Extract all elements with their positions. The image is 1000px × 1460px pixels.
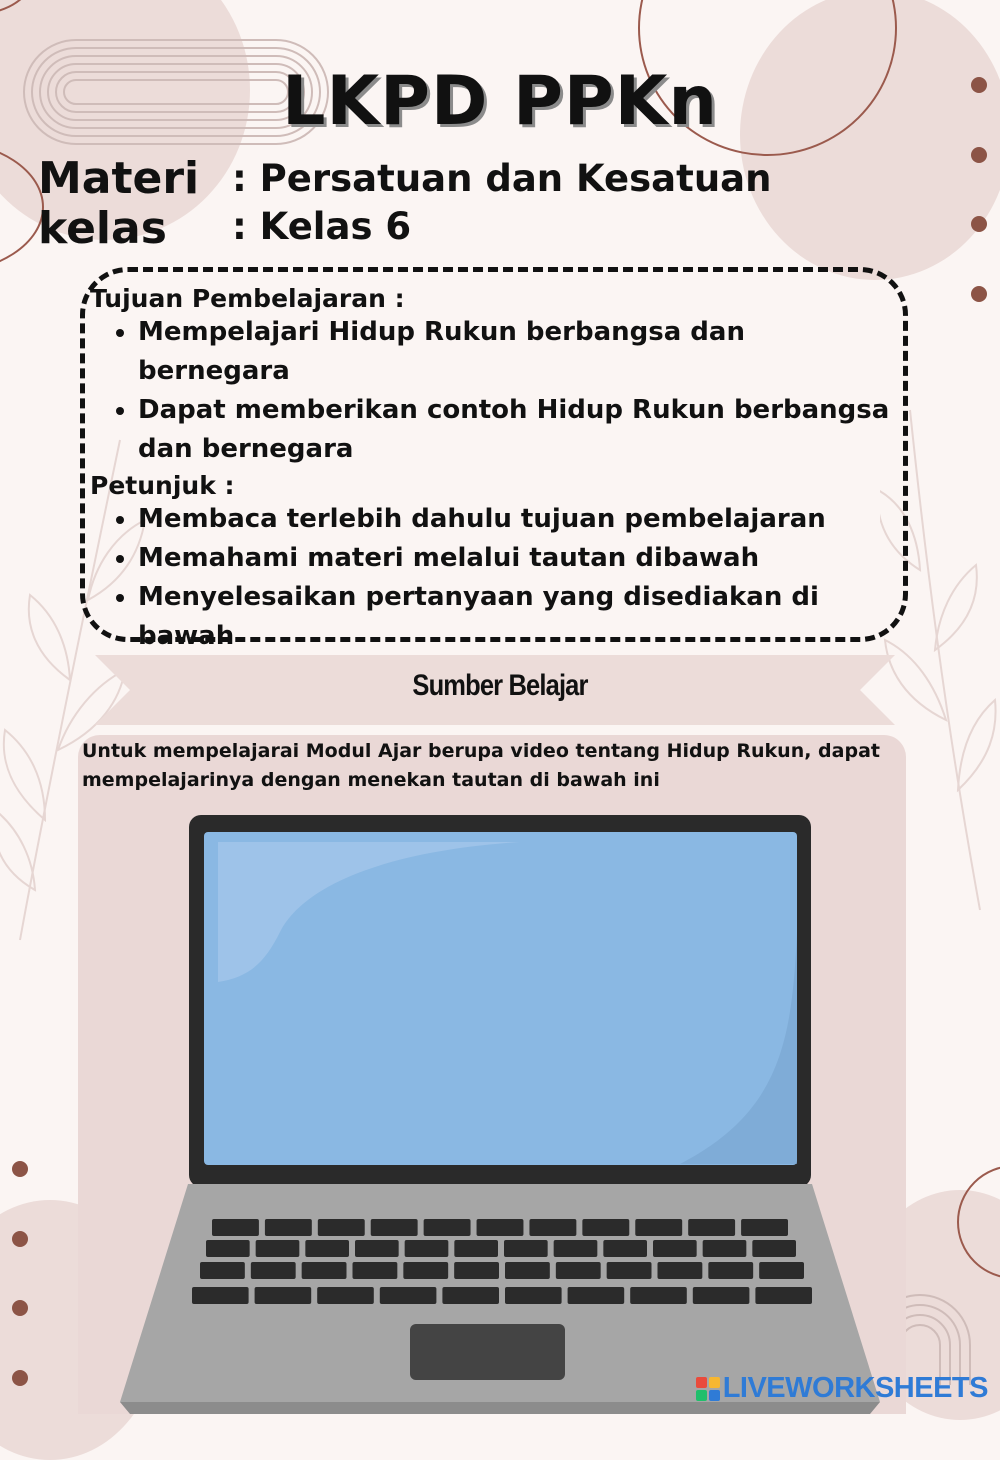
tujuan-heading: Tujuan Pembelajaran : [90,284,405,313]
liveworksheets-logo-icon [696,1377,720,1401]
laptop-illustration[interactable] [120,812,880,1414]
decor-dot [12,1161,28,1177]
decor-dot [12,1370,28,1386]
decor-dot [12,1231,28,1247]
learning-objectives-content [90,284,905,656]
list-item: • Memahami materi melalui tautan dibawah [138,539,905,578]
petunjuk-list [90,500,905,656]
tujuan-list [90,313,905,469]
sumber-belajar-heading: Sumber Belajar [412,669,588,702]
materi-label: Materi [38,153,200,204]
liveworksheets-wordmark: LIVEWORKSHEETS [722,1372,988,1404]
list-item: • Menyelesaikan pertanyaan yang disediakan di bawah [138,578,905,656]
list-item: • Membaca terlebih dahulu tujuan pembelajaran [138,500,905,539]
kelas-label: kelas [38,203,167,254]
decor-dot [12,1300,28,1316]
list-item: • Mempelajari Hidup Rukun berbangsa dan bernegara [138,313,905,391]
petunjuk-heading: Petunjuk : [90,471,235,500]
decor-dot [971,286,987,302]
resource-instruction-text: Untuk mempelajarai Modul Ajar berupa video tentang Hidup Rukun, dapat mempelajarinya dengan menekan tautan di bawah ini [82,740,880,791]
list-item: • Dapat memberikan contoh Hidup Rukun berbangsa dan bernegara [138,391,905,469]
decor-dot [971,147,987,163]
liveworksheets-brand[interactable] [696,1372,988,1405]
materi-value: : Persatuan dan Kesatuan [232,157,772,200]
kelas-value: : Kelas 6 [232,205,412,248]
page-title: LKPD PPKn [282,62,718,141]
decor-dot [971,216,987,232]
